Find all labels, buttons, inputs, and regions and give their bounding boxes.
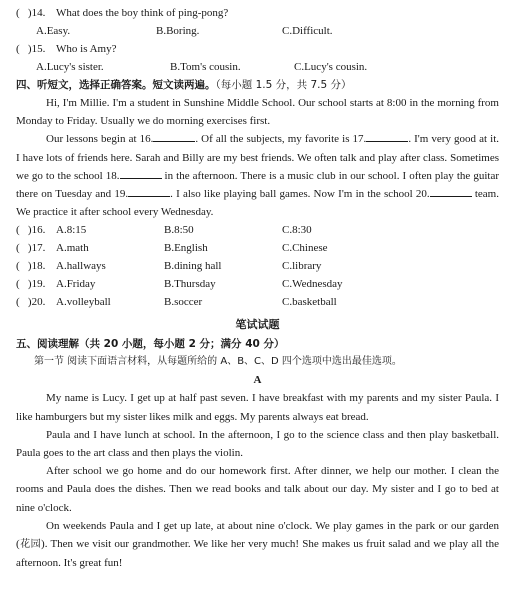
passage-paragraph: My name is Lucy. I get up at half past seven. I have breakfast with my parents and my sister Paula. I like hamburgers but my sister likes milk and eggs. My parents always eat bread. — [16, 392, 499, 423]
blank-19[interactable] — [128, 185, 170, 197]
passage-label: A — [253, 374, 262, 387]
answer-paren-open: ( — [16, 43, 20, 55]
question-stem: What does the boy think of ping-pong? — [56, 7, 229, 19]
blank-20[interactable] — [430, 185, 472, 197]
answer-paren-close[interactable]: ) — [27, 43, 32, 55]
options-19: ( )19. A.Friday B.Thursday C.Wednesday — [16, 275, 499, 293]
passage-paragraph: Our lessons begin at 16. . Of all the subjects, my favorite is 17. . I'm very good at it. I have lots of friends here. Sarah and Billy are my best friends. We often talk and play after class. Sometimes we go to the school 18. in the afternoon. There is a music club in our school. I often play the guitar there on Tuesday and 19. . I also like playing ball games. Now I'm in the school 20. team. We practice it after school every Wednesday. — [16, 130, 499, 221]
passage-paragraph: Hi, I'm Millie. I'm a student in Sunshine Middle School. Our school starts at 8:00 in the morning from Monday to Friday. Usually we do morning exercises first. — [16, 97, 499, 128]
option-b: B.English — [164, 242, 208, 255]
option-b: B.Thursday — [164, 278, 216, 291]
question-15-options — [16, 58, 499, 76]
option-a: A.volleyball — [56, 296, 111, 309]
option-a: A.Friday — [56, 278, 96, 291]
passage-paragraph: Paula and I have lunch at school. In the afternoon, I go to the science class and then play basketball. Paula goes to the art class and then plays the violin. — [16, 428, 499, 460]
option-a: A.Easy. — [36, 25, 71, 37]
options-list — [16, 221, 499, 311]
option-a: A.hallways — [56, 260, 106, 273]
option-b: B.8:50 — [164, 224, 194, 237]
question-14-options — [16, 22, 499, 40]
option-a: A.8:15 — [56, 224, 87, 237]
blank-16[interactable] — [153, 130, 195, 142]
option-b: B.soccer — [164, 296, 203, 309]
section-4-heading — [16, 76, 499, 94]
options-17: ( )17. A.math B.English C.Chinese — [16, 239, 499, 257]
passage-paragraph: On weekends Paula and I get up late, at about nine o'clock. We play games in the park or our garden (花园). Then we visit our grandmother. We like her very much! She makes us fruit salad and we play all the afternoon. It's great fun! — [16, 519, 500, 570]
option-c: C.basketball — [282, 296, 337, 309]
option-c: C.Difficult. — [282, 25, 333, 37]
option-b: B.Tom's cousin. — [170, 61, 241, 73]
answer-paren-close[interactable]: ) — [27, 7, 32, 19]
option-c: C.8:30 — [282, 224, 312, 237]
option-a: A.math — [56, 242, 89, 255]
question-number: 15. — [31, 43, 46, 55]
part-1-instruction: 第一节 阅读下面语言材料，从每题所给的 A、B、C、D 四个选项中选出最佳选项。 — [34, 356, 402, 368]
option-c: C.library — [282, 260, 322, 273]
option-b: B.Boring. — [156, 25, 200, 37]
options-20: ( )20. A.volleyball B.soccer C.basketball — [16, 293, 499, 311]
blank-17[interactable] — [366, 130, 408, 142]
answer-paren-open: ( — [16, 7, 20, 19]
passage-paragraph: After school we go home and do our homework first. After dinner, we help our mother. I clean the rooms and Paula does the dishes. Then we read books and talk about our day. My sister and I go to bed at nine o'clock. — [16, 465, 499, 514]
option-a: A.Lucy's sister. — [36, 61, 104, 73]
section-5-heading: 五、阅读理解（共 20 小题，每小题 2 分；满分 40 分） — [16, 338, 285, 351]
options-18: ( )18. A.hallways B.dining hall C.library — [16, 257, 499, 275]
question-stem: Who is Amy? — [56, 43, 117, 55]
reading-passage-a — [16, 389, 499, 572]
section-title: 四、听短文，选择正确答案。短文读两遍。 — [16, 79, 216, 91]
question-number: 14. — [31, 7, 46, 19]
option-b: B.dining hall — [164, 260, 222, 273]
written-test-title: 笔试试题 — [235, 318, 280, 332]
question-14 — [16, 4, 499, 22]
question-15 — [16, 40, 499, 58]
listening-passage — [16, 94, 499, 221]
option-c: C.Lucy's cousin. — [294, 61, 368, 73]
options-16: ( )16. A.8:15 B.8:50 C.8:30 — [16, 221, 499, 239]
option-c: C.Wednesday — [282, 278, 343, 291]
blank-18[interactable] — [120, 167, 162, 179]
section-note: （每小题 1.5 分，共 7.5 分） — [215, 79, 352, 91]
option-c: C.Chinese — [282, 242, 328, 255]
